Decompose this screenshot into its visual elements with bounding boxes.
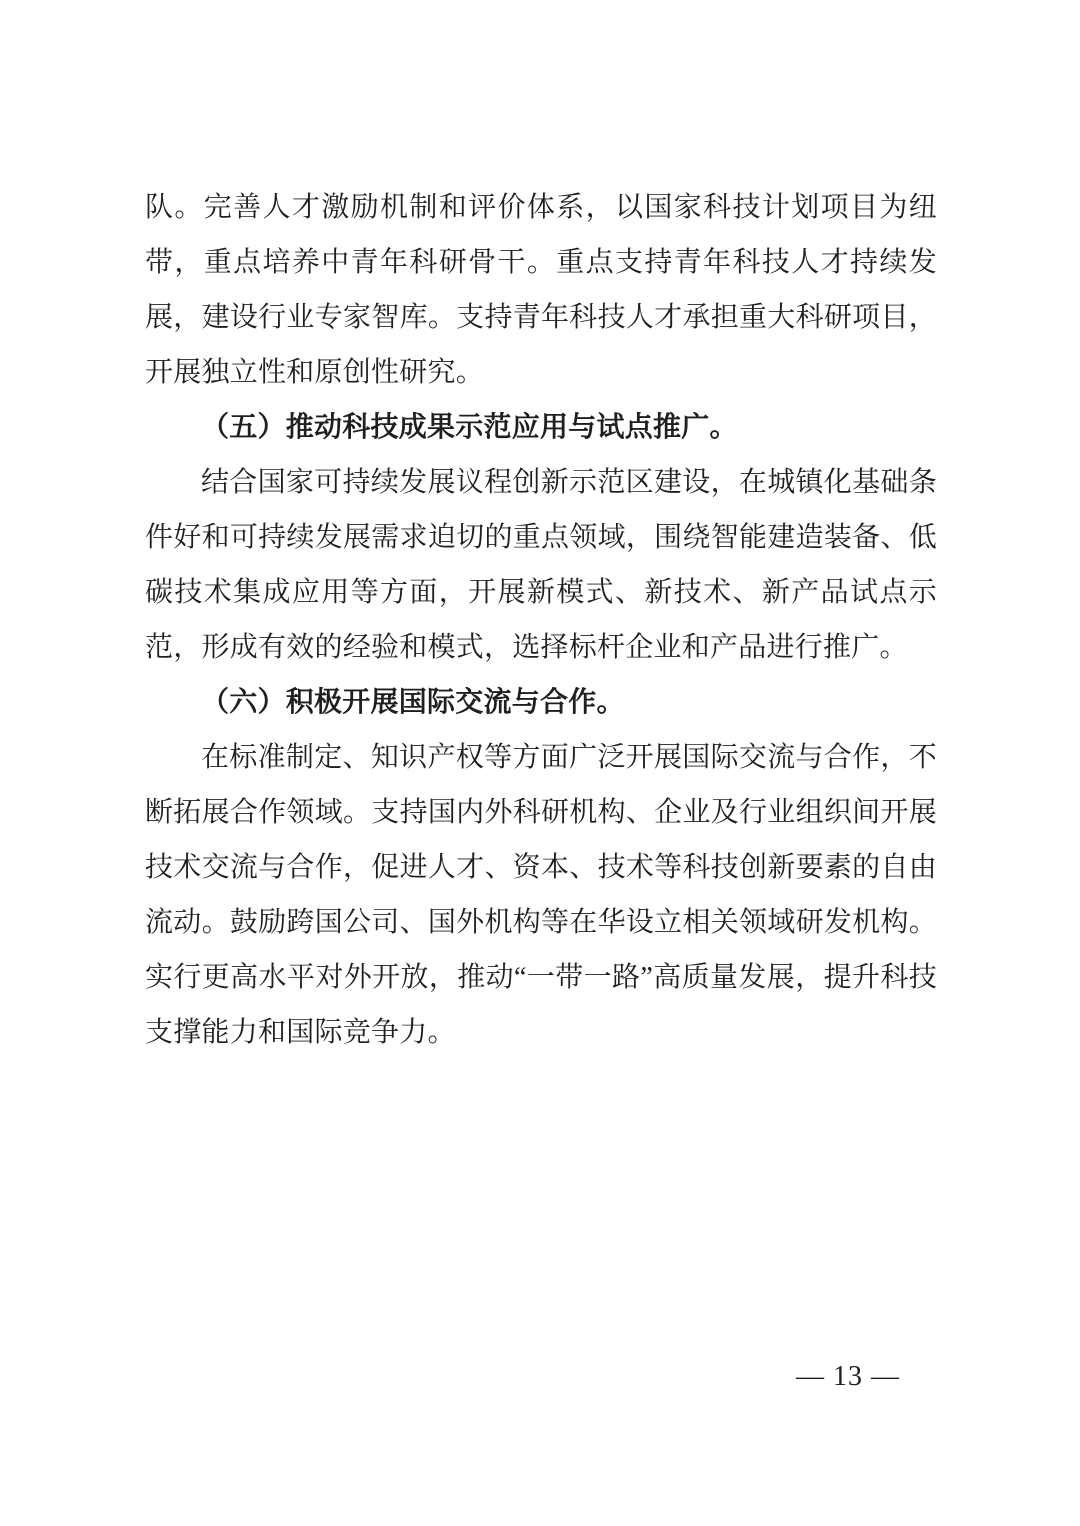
page-number: — 13 — xyxy=(796,1361,900,1392)
paragraph-section-5: 结合国家可持续发展议程创新示范区建设，在城镇化基础条件好和可持续发展需求迫切的重点领域，围绕智能建造装备、低碳技术集成应用等方面，开展新模式、新技术、新产品试点示范，形成有效的经验和模式，选择标杆企业和产品进行推广。 xyxy=(145,467,937,663)
paragraph-section-6: 在标准制定、知识产权等方面广泛开展国际交流与合作，不断拓展合作领域。支持国内外科研机构、企业及行业组织间开展技术交流与合作，促进人才、资本、技术等科技创新要素的自由流动。鼓励跨国公司、国外机构等在华设立相关领域研发机构。实行更高水平对外开放，推动“一带一路”高质量发展，提升科技支撑能力和国际竞争力。 xyxy=(145,742,937,1048)
paragraph-continued-from-previous-page: 队。完善人才激励机制和评价体系，以国家科技计划项目为纽带，重点培养中青年科研骨干。重点支持青年科技人才持续发展，建设行业专家智库。支持青年科技人才承担重大科研项目，开展独立性和原创性研究。 xyxy=(145,192,937,388)
section-heading-6: （六）积极开展国际交流与合作。 xyxy=(201,687,625,718)
document-body xyxy=(145,180,937,1060)
section-heading-5: （五）推动科技成果示范应用与试点推广。 xyxy=(201,412,738,443)
